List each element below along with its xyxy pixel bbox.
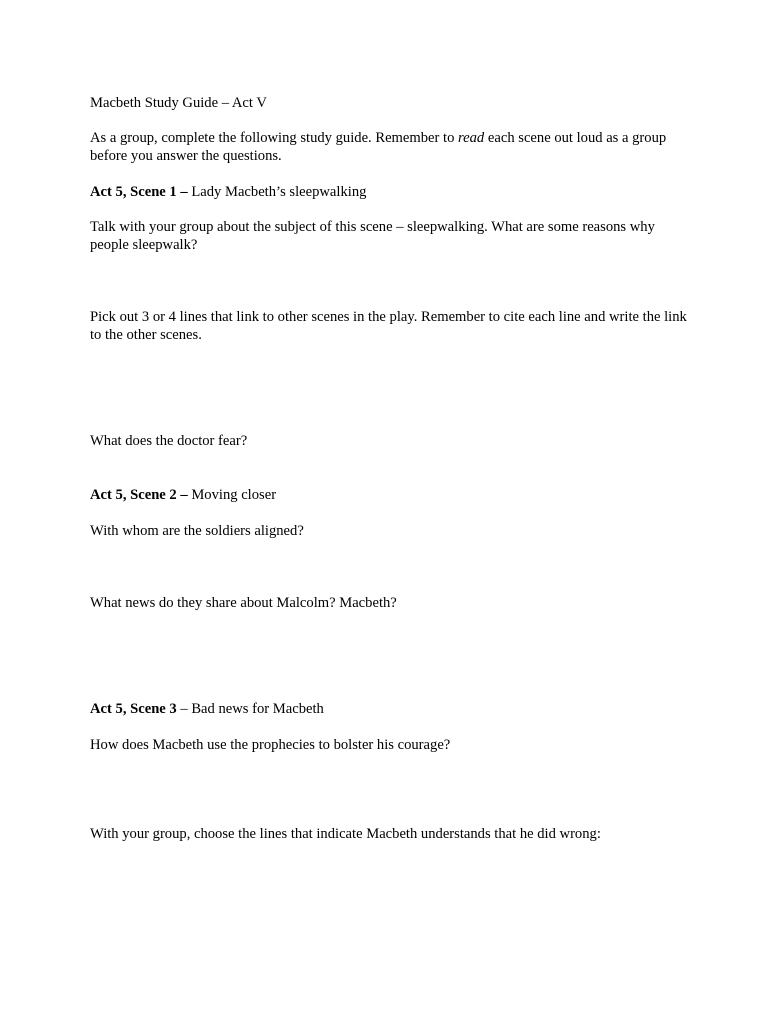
scene2-heading [90, 486, 690, 504]
scene1-question-1: Talk with your group about the subject of this scene – sleepwalking. What are some reasons why people sleepwalk? [90, 219, 655, 253]
scene3-heading-title: – Bad news for Macbeth [176, 701, 324, 717]
scene1-heading-title: Lady Macbeth’s sleepwalking [187, 184, 367, 200]
document-title: Macbeth Study Guide – Act V [90, 95, 267, 111]
scene1-question-3: What does the doctor fear? [90, 433, 248, 449]
scene3-question-2: With your group, choose the lines that indicate Macbeth understands that he did wrong: [90, 826, 601, 842]
scene3-question-1: How does Macbeth use the prophecies to bolster his courage? [90, 737, 451, 753]
intro-text-end: each scene out loud as a group before you answer the questions. [90, 130, 667, 164]
scene2-heading-title: Moving closer [187, 487, 277, 503]
intro-emphasis: read [458, 130, 485, 146]
scene2-question-2: What news do they share about Malcolm? Macbeth? [90, 595, 397, 611]
scene1-heading-label: Act 5, Scene 1 – [90, 184, 188, 200]
scene3-heading [90, 700, 690, 718]
intro-paragraph [90, 129, 690, 165]
intro-text-start: As a group, complete the following study guide. Remember to [90, 130, 459, 146]
scene2-question-1: With whom are the soldiers aligned? [90, 523, 304, 539]
scene3-heading-label: Act 5, Scene 3 [90, 701, 177, 717]
scene1-question-2: Pick out 3 or 4 lines that link to other scenes in the play. Remember to cite each line and write the link to the other scenes. [90, 309, 687, 343]
scene2-heading-label: Act 5, Scene 2 – [90, 487, 188, 503]
scene1-heading [90, 183, 690, 201]
